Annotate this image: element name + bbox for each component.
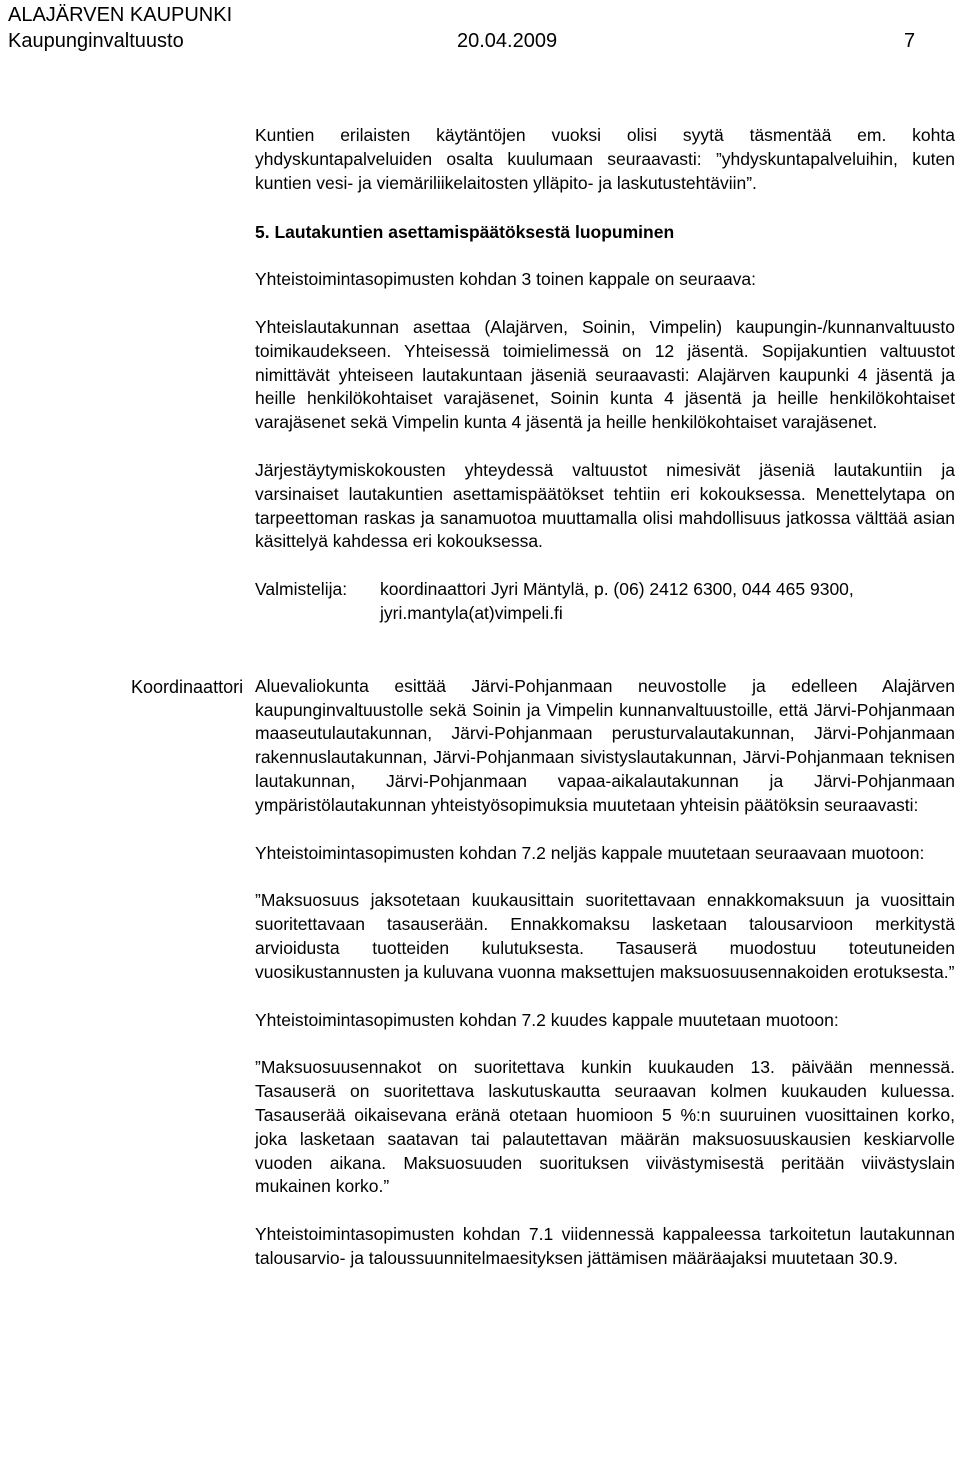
coordinator-proposal: Aluevaliokunta esittää Järvi-Pohjanmaan neuvostolle ja edelleen Alajärven kaupunginvaltuustolle sekä Soinin ja Vimpelin kunnanvaltuustoille, että Järvi-Pohjanmaan maaseutulautakunnan, Järvi-Pohjanmaan perusturvalautakunnan, Järvi-Pohjanmaan rakennuslautakunnan, Järvi-Pohjanmaan sivistyslautakunnan, Järvi-Pohjanmaan teknisen lautakunnan, Järvi-Pohjanmaan vapaa-aikalautakunnan ja Järvi-Pohjanmaan ympäristölautakunnan yhteistyösopimuksia muutetaan yhteisin päätöksin seuraavasti: [255,675,955,815]
paragraph-rationale: Järjestäytymiskokousten yhteydessä valtuustot nimesivät jäseniä lautakuntiin ja varsinaiset lautakuntien asettamispäätökset tehtiin eri kokouksessa. Menettelytapa on tarpeettoman raskas ja sanamuotoa muuttamalla olisi mahdollisuus jatkossa välttää asian käsittelyä kahdessa eri kokouksessa. [255,459,955,552]
paragraph-amendment-7-1-fifth: Yhteistoimintasopimusten kohdan 7.1 viidennessä kappaleessa tarkoitetun lautakunnan talousarvio- ja taloussuunnitelmaesityksen jättämisen määräajaksi muutetaan 30.9. [255,1224,955,1268]
preparer-block [255,578,955,626]
section-heading: 5. Lautakuntien asettamispäätöksestä luopuminen [255,222,675,243]
paragraph-amendment-7-2-sixth: Yhteistoimintasopimusten kohdan 7.2 kuudes kappale muutetaan muotoon: [255,1009,839,1030]
paragraph-amendment-7-2-fourth: Yhteistoimintasopimusten kohdan 7.2 neljäs kappale muutetaan seuraavaan muotoon: [255,842,925,863]
quote-amendment-7-2-sixth: ”Maksuosuusennakot on suoritettava kunkin kuukauden 13. päivään mennessä. Tasauserä on suoritettava laskutuskautta seuraavan kolmen kuukauden kuluessa. Tasauserää oikaisevana eränä otetaan huomioon 5 %:n suuruinen vuosittainen korko, joka lasketaan saatavan tai palautettavan määrän maksuosuuskausien keskiarvolle vuoden aikana. Maksuosuuden suorituksen viivästymisestä peritään viivästyslain mukainen korko.” [255,1057,955,1197]
page-number: 7 [904,30,916,52]
body-name: Kaupunginvaltuusto [8,30,184,52]
header-row [8,29,920,53]
paragraph-current-clause: Yhteistoimintasopimusten kohdan 3 toinen kappale on seuraava: [255,269,757,290]
document-body [255,124,955,1271]
quote-amendment-7-2-fourth: ”Maksuosuus jaksotetaan kuukausittain suoritettavaan ennakkomaksuun ja vuosittain suoritettavaan tasauserään. Ennakkomaksu lasketaan talousarvioon merkitystä arvioidusta tuotteiden kulutuksesta. Tasauserä muodostuu toteutuneiden vuosikustannusten ja kuluvana vuonna maksettujen maksuosuusennakoiden erotuksesta.” [255,890,955,982]
organization-name: ALAJÄRVEN KAUPUNKI [8,4,233,26]
coordinator-side-label: Koordinaattori [131,677,244,697]
preparer-label: Valmistelija: [255,579,348,600]
paragraph-clause-text: Yhteislautakunnan asettaa (Alajärven, Soinin, Vimpelin) kaupungin-/kunnanvaltuusto toimikaudekseen. Yhteisessä toimielimessä on 12 jäsentä. Sopijakuntien valtuustot nimittävät yhteiseen lautakuntaan jäseniä seuraavasti: Alajärven kaupunki 4 jäsentä ja heille henkilökohtaiset varajäsenet, Soinin kunta 4 jäsentä ja heille henkilökohtaiset varajäsenet sekä Vimpelin kunta 4 jäsentä ja heille henkilökohtaiset varajäsenet. [255,316,955,433]
meeting-date: 20.04.2009 [457,30,558,52]
intro-paragraph: Kuntien erilaisten käytäntöjen vuoksi olisi syytä täsmentää em. kohta yhdyskuntapalveluiden osalta kuulumaan seuraavasti: ”yhdyskuntapalveluihin, kuten kuntien vesi- ja viemäriliikelaitosten ylläpito- ja laskutustehtäviin”. [255,125,955,193]
preparer-contact: koordinaattori Jyri Mäntylä, p. (06) 2412 6300, 044 465 9300, jyri.mantyla(at)vimpeli.fi [380,579,854,623]
